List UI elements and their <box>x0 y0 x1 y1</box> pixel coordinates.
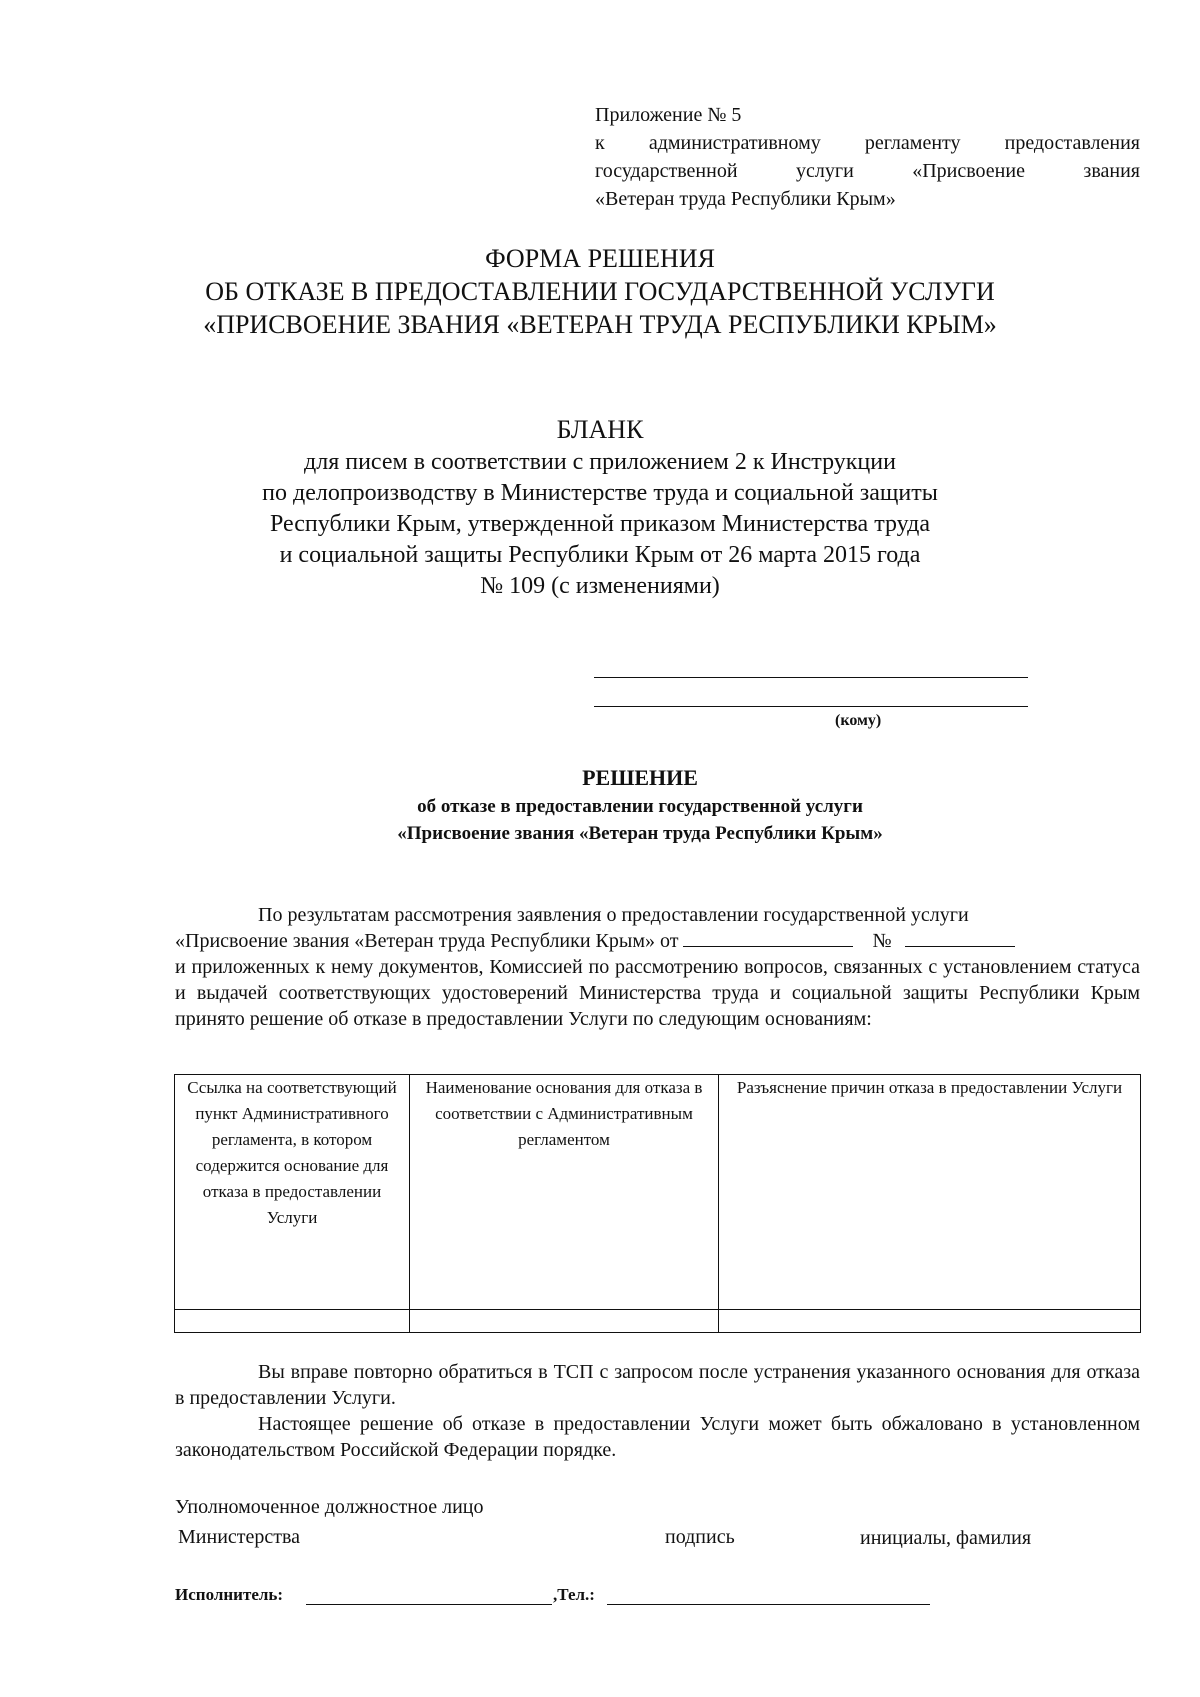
table-cell-reference[interactable] <box>175 1310 410 1333</box>
blank-title: БЛАНК <box>556 415 644 444</box>
recipient-label: (кому) <box>835 712 882 729</box>
decision-title: РЕШЕНИЕ <box>582 765 698 790</box>
blank-line-1: для писем в соответствии с приложением 2 к Инструкции <box>304 449 896 475</box>
table-header-row <box>175 1075 1141 1310</box>
appendix-line-2: к административному регламенту предоставления <box>595 132 1140 154</box>
number-label: № <box>872 930 892 952</box>
recipient-line-2[interactable] <box>594 706 1028 707</box>
appendix-number: Приложение № 5 <box>595 104 742 126</box>
form-title-line-1: ФОРМА РЕШЕНИЯ <box>485 244 715 273</box>
body-line-2 <box>175 928 1140 954</box>
table-cell-explanation[interactable] <box>719 1310 1141 1333</box>
table-header-basis: Наименование основания для отказа в соответствии с Административным регламентом <box>410 1075 719 1310</box>
table-header-explanation: Разъяснение причин отказа в предоставлении Услуги <box>719 1075 1141 1310</box>
date-field[interactable] <box>683 928 853 947</box>
footer-paragraphs <box>175 1359 1140 1463</box>
executor-label: Исполнитель: <box>175 1585 284 1604</box>
reapply-note: Вы вправе повторно обратиться в ТСП с запросом после устранения указанного основания для отказа в предоставлении Услуги. <box>175 1361 1140 1409</box>
phone-label: ,Тел.: <box>553 1585 595 1604</box>
appeal-note: Настоящее решение об отказе в предоставлении Услуги может быть обжаловано в установленном законодательством Российской Федерации порядке. <box>175 1413 1140 1461</box>
table-row[interactable] <box>175 1310 1141 1333</box>
form-title <box>150 242 1050 341</box>
form-title-line-2: ОБ ОТКАЗЕ В ПРЕДОСТАВЛЕНИИ ГОСУДАРСТВЕННОЙ УСЛУГИ <box>205 277 995 306</box>
blank-description <box>150 447 1050 602</box>
appendix-header <box>595 101 1140 213</box>
body-line-1: По результатам рассмотрения заявления о предоставлении государственной услуги <box>258 904 969 926</box>
blank-line-4: и социальной защиты Республики Крым от 26 марта 2015 года <box>279 542 921 568</box>
decision-line-1: об отказе в предоставлении государственной услуги <box>417 796 863 817</box>
refusal-grounds-table <box>174 1074 1141 1333</box>
signature-label: подпись <box>665 1526 735 1548</box>
table-header-reference: Ссылка на соответствующий пункт Административного регламента, в котором содержится основание для отказа в предоставлении Услуги <box>175 1075 410 1310</box>
table-cell-basis[interactable] <box>410 1310 719 1333</box>
blank-line-3: Республики Крым, утвержденной приказом Министерства труда <box>269 511 931 537</box>
official-title-line-2: Министерства <box>178 1526 301 1548</box>
recipient-line-1[interactable] <box>594 677 1028 678</box>
initials-label: инициалы, фамилия <box>860 1527 1032 1549</box>
executor-field[interactable] <box>306 1604 552 1605</box>
appendix-line-4: «Ветеран труда Республики Крым» <box>595 188 896 210</box>
official-title-line-1: Уполномоченное должностное лицо <box>175 1496 484 1518</box>
phone-field[interactable] <box>607 1604 930 1605</box>
body-line-3: и приложенных к нему документов, Комиссией по рассмотрению вопросов, связанных с установлением статуса и выдачей соответствующих удостоверений Министерства труда и социальной защиты Республики Крым принято решение об отказе в предоставлении Услуги по следующим основаниям: <box>175 956 1140 1030</box>
body-service-name: «Присвоение звания «Ветеран труда Республики Крым» от <box>175 930 679 952</box>
decision-heading <box>200 763 1080 847</box>
blank-line-2: по делопроизводству в Министерстве труда и социальной защиты <box>262 480 938 506</box>
form-title-line-3: «ПРИСВОЕНИЕ ЗВАНИЯ «ВЕТЕРАН ТРУДА РЕСПУБЛИКИ КРЫМ» <box>203 310 997 339</box>
number-field[interactable] <box>905 928 1015 947</box>
appendix-line-3: государственной услуги «Присвоение звания <box>595 160 1140 182</box>
blank-line-5: № 109 (с изменениями) <box>480 573 720 599</box>
body-paragraph <box>175 902 1140 1032</box>
decision-line-2: «Присвоение звания «Ветеран труда Республики Крым» <box>397 823 883 844</box>
